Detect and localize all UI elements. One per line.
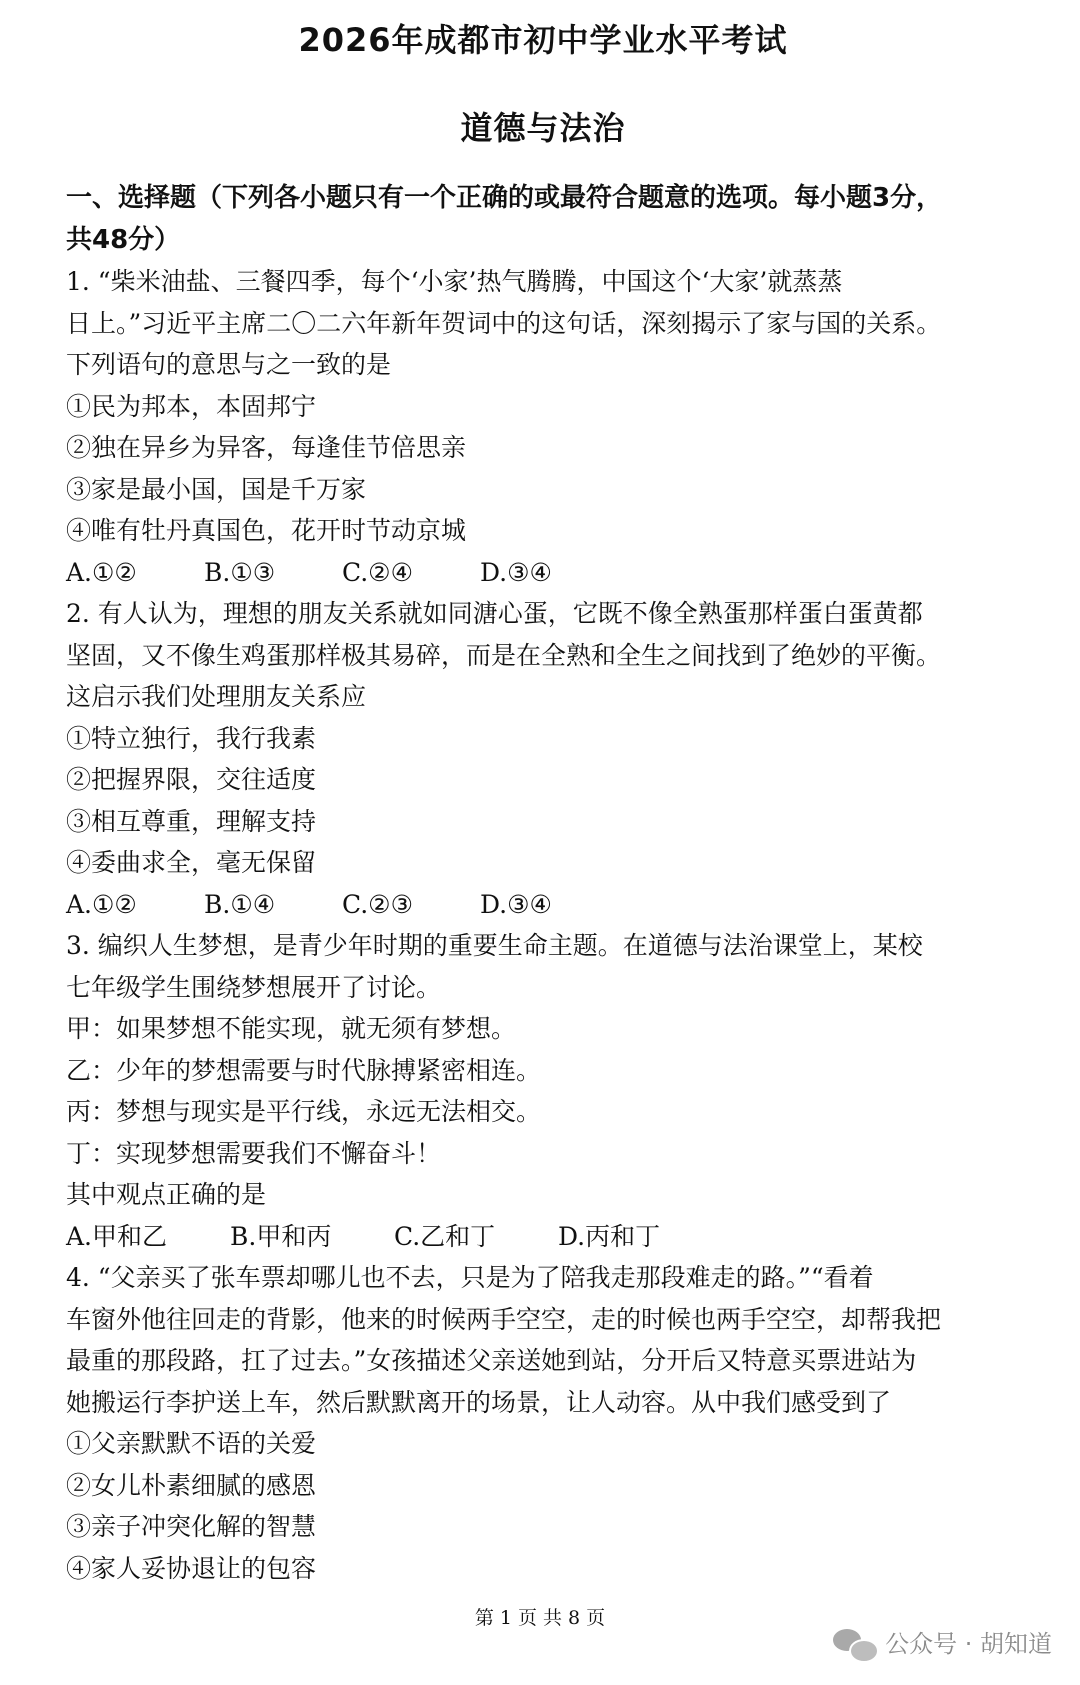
section-heading — [66, 178, 1020, 261]
question-stem-line: 七年级学生围绕梦想展开了讨论。 — [66, 972, 442, 1002]
choice-b: B.①④ — [204, 889, 276, 919]
question-stem-line: 她搬运行李护送上车，然后默默离开的场景，让人动容。从中我们感受到了 — [66, 1387, 892, 1417]
statement-option: ②女儿朴素细腻的感恩 — [66, 1470, 317, 1500]
statement-option: ④家人妥协退让的包容 — [66, 1553, 317, 1583]
choice-a: A.甲和乙 — [66, 1221, 168, 1251]
statement-option: ③亲子冲突化解的智慧 — [66, 1512, 317, 1541]
question-4 — [66, 1257, 1020, 1589]
statement-option: ④委曲求全，毫无保留 — [66, 848, 317, 877]
answer-choices — [66, 552, 1020, 594]
section-heading-line: 共48分） — [66, 224, 181, 255]
question-stem-line: 1. “柴米油盐、三餐四季，每个‘小家’热气腾腾，中国这个‘大家’就蒸蒸 — [66, 267, 843, 296]
question-stem-line: 2. 有人认为，理想的朋友关系就如同溏心蛋，它既不像全熟蛋那样蛋白蛋黄都 — [66, 599, 923, 628]
statement-option: 丁：实现梦想需要我们不懈奋斗！ — [66, 1138, 442, 1168]
statement-option: ①民为邦本，本固邦宁 — [66, 391, 317, 421]
subject-title: 道德与法治 — [460, 109, 626, 147]
statement-option: ③相互尊重，理解支持 — [66, 806, 317, 836]
watermark — [833, 1624, 1052, 1664]
watermark-text: 公众号 · 胡知道 — [885, 1630, 1052, 1658]
question-stem-line: 日上。”习近平主席二〇二六年新年贺词中的这句话，深刻揭示了家与国的关系。 — [66, 308, 942, 338]
question-1 — [66, 261, 1020, 593]
statement-option: ④唯有牡丹真国色，花开时节动京城 — [66, 516, 467, 545]
question-stem-line: 车窗外他往回走的背影，他来的时候两手空空，走的时候也两手空空，却帮我把 — [66, 1304, 942, 1334]
question-prompt: 其中观点正确的是 — [66, 1180, 267, 1209]
statement-option: ③家是最小国，国是千万家 — [66, 474, 367, 504]
page-number: 第 1 页 共 8 页 — [474, 1607, 606, 1629]
statement-option: ①父亲默默不语的关爱 — [66, 1429, 317, 1458]
statement-option: 甲：如果梦想不能实现，就无须有梦想。 — [66, 1014, 517, 1043]
choice-c: C.②④ — [342, 557, 414, 587]
choice-c: C.②③ — [342, 889, 414, 919]
choice-b: B.①③ — [204, 557, 276, 587]
question-stem-line: 下列语句的意思与之一致的是 — [66, 350, 392, 379]
statement-option: ①特立独行，我行我素 — [66, 723, 317, 753]
statement-option: 丙：梦想与现实是平行线，永远无法相交。 — [66, 1097, 542, 1126]
wechat-icon — [833, 1627, 877, 1661]
choice-b: B.甲和丙 — [230, 1221, 332, 1251]
exam-title: 2026年成都市初中学业水平考试 — [298, 21, 788, 59]
choice-d: D.丙和丁 — [558, 1221, 661, 1251]
statement-option: 乙：少年的梦想需要与时代脉搏紧密相连。 — [66, 1055, 542, 1085]
statement-option: ②独在异乡为异客，每逢佳节倍思亲 — [66, 433, 467, 462]
question-stem-line: 最重的那段路，扛了过去。”女孩描述父亲送她到站，分开后又特意买票进站为 — [66, 1346, 917, 1375]
choice-c: C.乙和丁 — [394, 1221, 496, 1251]
choice-d: D.③④ — [480, 889, 552, 919]
statement-option: ②把握界限，交往适度 — [66, 765, 317, 794]
answer-choices — [66, 1216, 1020, 1258]
question-stem-line: 这启示我们处理朋友关系应 — [66, 682, 367, 711]
choice-a: A.①② — [66, 889, 137, 919]
answer-choices — [66, 884, 1020, 926]
choice-d: D.③④ — [480, 557, 552, 587]
question-2 — [66, 593, 1020, 925]
question-3 — [66, 925, 1020, 1257]
choice-a: A.①② — [66, 557, 137, 587]
question-stem-line: 3. 编织人生梦想，是青少年时期的重要生命主题。在道德与法治课堂上，某校 — [66, 931, 923, 960]
section-heading-line: 一、选择题（下列各小题只有一个正确的或最符合题意的选项。每小题3分， — [66, 183, 943, 213]
question-stem-line: 4. “父亲买了张车票却哪儿也不去，只是为了陪我走那段难走的路。”“看着 — [66, 1263, 874, 1292]
question-stem-line: 坚固，又不像生鸡蛋那样极其易碎，而是在全熟和全生之间找到了绝妙的平衡。 — [66, 640, 942, 670]
